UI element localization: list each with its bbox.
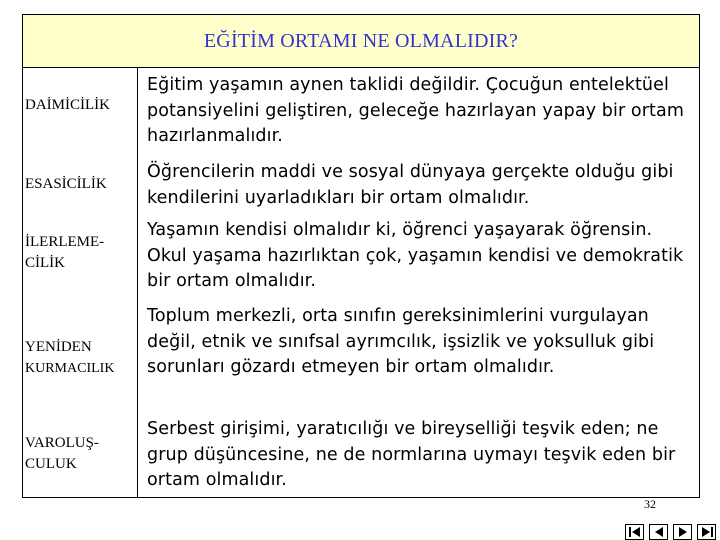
row-text-daimicilik: Eğitim yaşamın aynen taklidi değildir. Çocuğun entelektüel potansiyelini geliştiren, geleceğe hazırlayan yapay bir ortam hazırlanmalıdır.: [147, 75, 684, 146]
title-box: [22, 14, 700, 68]
row-text-yeniden-kurmacilik: Toplum merkezli, orta sınıfın gereksinimlerini vurgulayan değil, etnik ve sınıfsal ayrımcılık, işsizlik ve yoksulluk gibi sorunları gözardı etmeyen bir ortam olmalıdır.: [147, 306, 655, 377]
row-label-kurmacilik: KURMACILIK: [25, 361, 115, 376]
last-slide-button[interactable]: [697, 524, 716, 540]
row-text-esasicilik: Öğrencilerin maddi ve sosyal dünyaya gerçekte olduğu gibi kendilerini uyarladıkları bir ortam olmalıdır.: [147, 162, 674, 208]
row-text-varoluşculuk: Serbest girişimi, yaratıcılığı ve bireyselliği teşvik eden; ne grup düşüncesine, ne de normlarına uymayı teşvik eden bir ortam olmalıdır.: [147, 419, 676, 490]
page-number: 32: [644, 497, 656, 511]
first-slide-icon: [628, 526, 642, 538]
row-label-daimicilik: DAİMİCİLİK: [25, 97, 110, 113]
next-slide-icon: [676, 526, 690, 538]
first-slide-button[interactable]: [625, 524, 644, 540]
row-label-esasicilik: ESASİCİLİK: [25, 176, 107, 192]
slide-title: EĞİTİM ORTAMI NE OLMALIDIR?: [203, 29, 519, 52]
content-table: [22, 68, 700, 498]
row-label-varoluşculuk: VAROLUŞ- CULUK: [25, 435, 99, 472]
column-divider: [137, 68, 138, 497]
row-label-yeniden: YENİDEN: [25, 339, 92, 355]
previous-slide-button[interactable]: [649, 524, 668, 540]
row-label-ilerlemecilik: İLERLEME- CİLİK: [25, 234, 105, 271]
previous-slide-icon: [652, 526, 666, 538]
row-text-ilerlemecilik: Yaşamın kendisi olmalıdır ki, öğrenci yaşayarak öğrensin. Okul yaşama hazırlıktan çok, yaşamın kendisi ve demokratik bir ortam olmalıdır.: [147, 220, 684, 291]
next-slide-button[interactable]: [673, 524, 692, 540]
last-slide-icon: [700, 526, 714, 538]
